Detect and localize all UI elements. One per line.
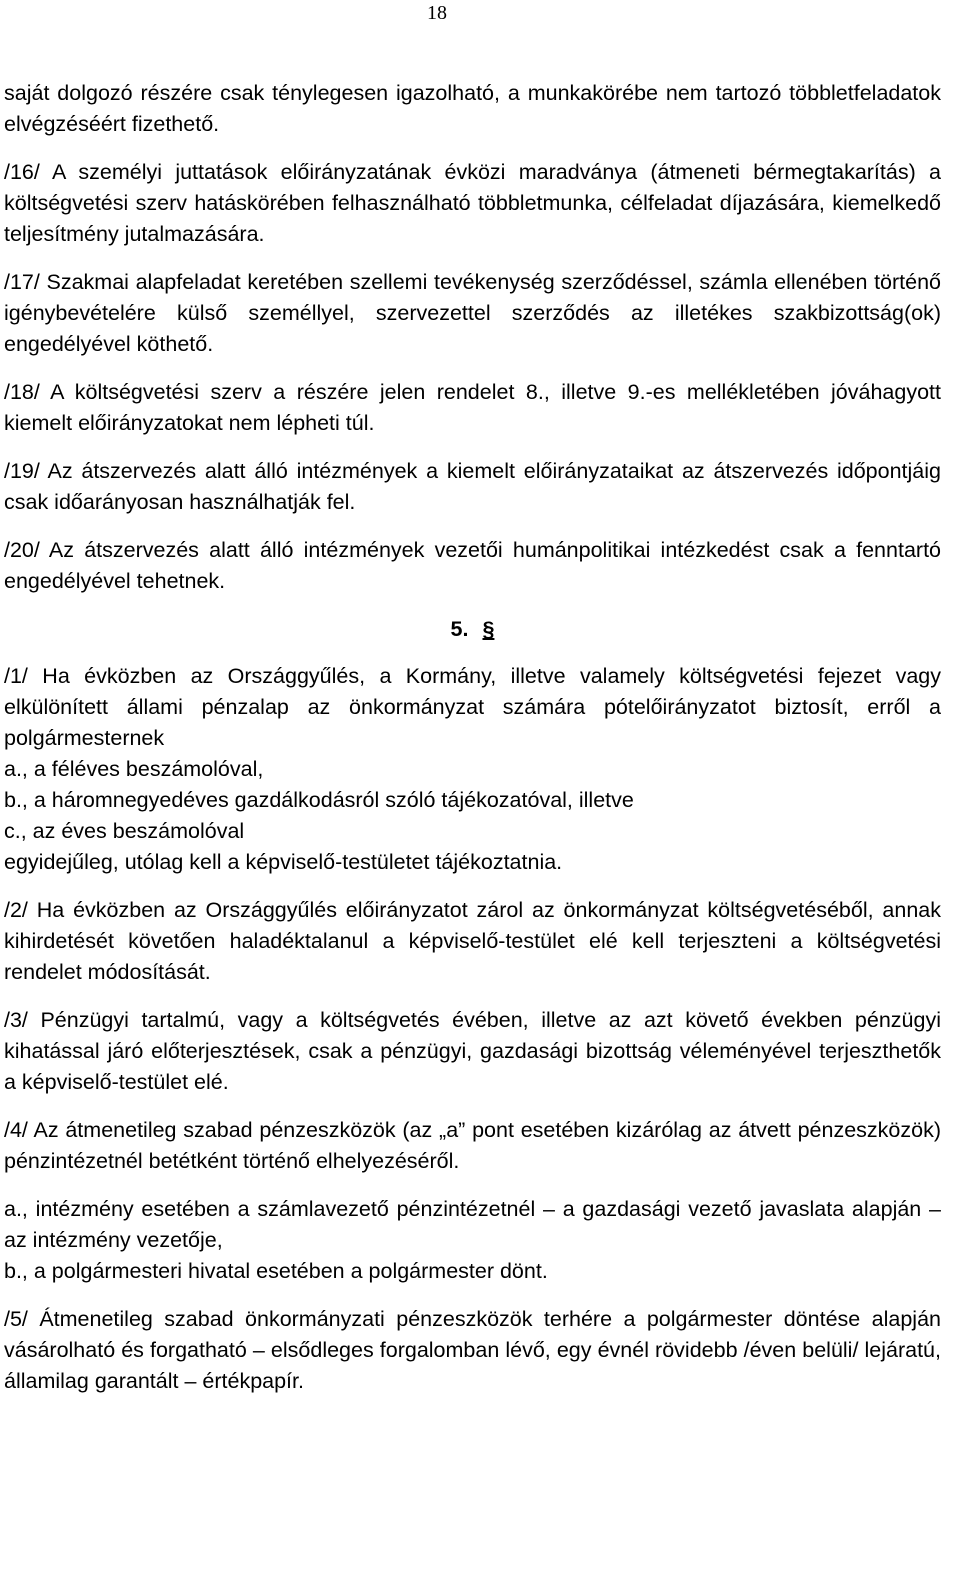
paragraph-5-4-items bbox=[4, 1194, 941, 1287]
paragraph-5-5: /5/ Átmenetileg szabad önkormányzati pénzeszközök terhére a polgármester döntése alapján vásárolható és forgatható – elsődleges forgalomban lévő, egy évnél rövidebb /éven belüli/ lejáratú, államilag garantált – értékpapír. bbox=[4, 1307, 941, 1393]
list-item-b: b., a háromnegyedéves gazdálkodásról szóló tájékozatóval, illetve bbox=[4, 788, 634, 812]
paragraph-5-1 bbox=[4, 661, 941, 878]
paragraph-5-1-closing: egyidejűleg, utólag kell a képviselő-testületet tájékoztatnia. bbox=[4, 850, 563, 874]
paragraph-19: /19/ Az átszervezés alatt álló intézmények a kiemelt előirányzataikat az átszervezés időpontjáig csak időarányosan használhatják fel. bbox=[4, 459, 941, 514]
list-item-a: a., a féléves beszámolóval, bbox=[4, 757, 264, 781]
section-number: 5. bbox=[450, 617, 469, 641]
paragraph-5-2: /2/ Ha évközben az Országgyűlés előirányzatot zárol az önkormányzat költségvetéséből, annak kihirdetését követően haladéktalanul a képviselő-testület elé kell terjeszteni a költségvetési rendelet módosítását. bbox=[4, 898, 941, 984]
paragraph-20: /20/ Az átszervezés alatt álló intézmények vezetői humánpolitikai intézkedést csak a fenntartó engedélyével tehetnek. bbox=[4, 538, 941, 593]
section-symbol: § bbox=[482, 617, 495, 641]
list-item-b-polgarmesteri: b., a polgármesteri hivatal esetében a polgármester dönt. bbox=[4, 1259, 548, 1283]
section-heading bbox=[4, 614, 941, 645]
paragraph-16: /16/ A személyi juttatások előirányzatának évközi maradványa (átmeneti bérmegtakarítás) a költségvetési szerv hatáskörében felhasználható többletmunka, célfeladat díjazására, kiemelkedő teljesítmény jutalmazására. bbox=[4, 160, 941, 246]
paragraph-5-4: /4/ Az átmenetileg szabad pénzeszközök (az „a” pont esetében kizárólag az átvett pénzeszközök) pénzintézetnél betétként történő elhelyezéséről. bbox=[4, 1118, 941, 1173]
list-item-c: c., az éves beszámolóval bbox=[4, 819, 245, 843]
list-item-a-intezmeny: a., intézmény esetében a számlavezető pénzintézetnél – a gazdasági vezető javaslata alapján – az intézmény vezetője, bbox=[4, 1197, 941, 1252]
paragraph-continuation: saját dolgozó részére csak ténylegesen igazolható, a munkakörébe nem tartozó többletfeladatok elvégzéséért fizethető. bbox=[4, 81, 941, 136]
paragraph-5-3: /3/ Pénzügyi tartalmú, vagy a költségvetés évében, illetve az azt követő években pénzügyi kihatással járó előterjesztések, csak a pénzügyi, gazdasági bizottság véleményével terjeszthetők a képviselő-testület elé. bbox=[4, 1008, 941, 1094]
paragraph-5-1-intro: /1/ Ha évközben az Országgyűlés, a Kormány, illetve valamely költségvetési fejezet vagy elkülönített állami pénzalap az önkormányzat számára pótelőirányzatot biztosít, erről a polgármesternek bbox=[4, 664, 941, 750]
paragraph-17: /17/ Szakmai alapfeladat keretében szellemi tevékenység szerződéssel, számla ellenében történő igénybevételére külső személlyel, szervezettel szerződés az illetékes szakbizottság(ok) engedélyével köthető. bbox=[4, 270, 941, 356]
page-number: 18 bbox=[427, 2, 447, 24]
document-body bbox=[4, 78, 941, 1414]
paragraph-18: /18/ A költségvetési szerv a részére jelen rendelet 8., illetve 9.-es mellékletében jóváhagyott kiemelt előirányzatokat nem lépheti túl. bbox=[4, 380, 941, 435]
